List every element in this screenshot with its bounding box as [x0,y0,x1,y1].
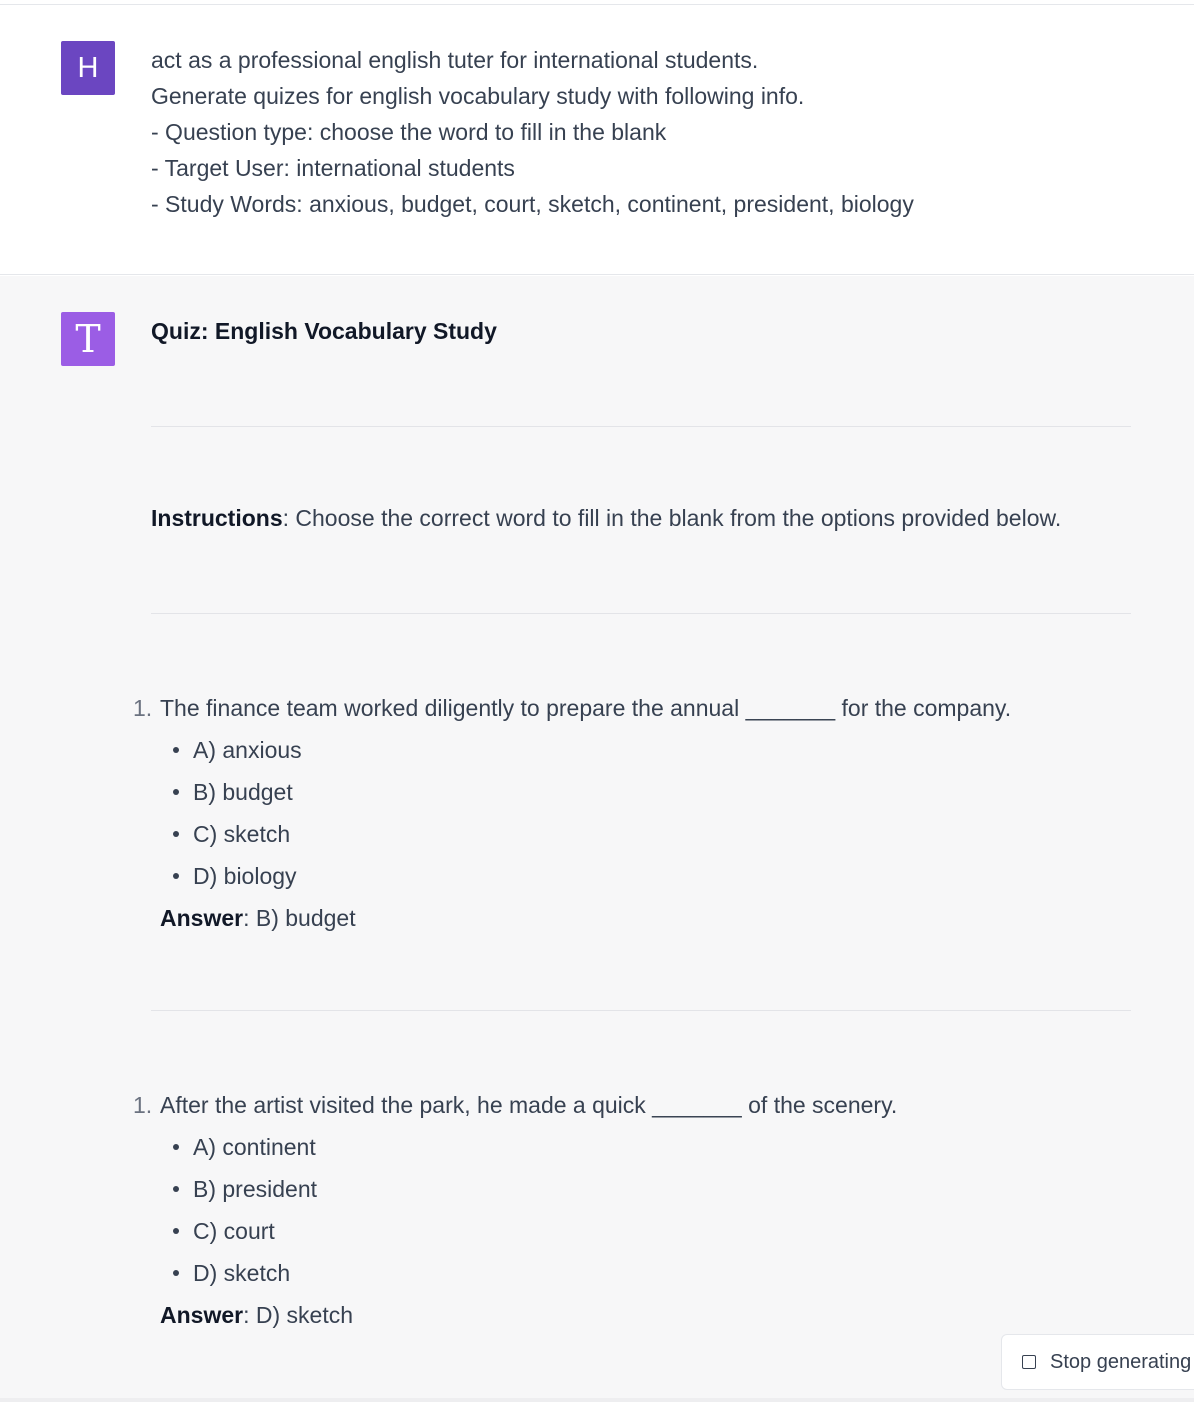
bullet-icon [173,1228,179,1234]
option-text: C) sketch [193,821,291,847]
user-message-text [151,42,914,222]
option-item [133,1210,353,1252]
answer-label: Answer [160,905,244,931]
question-text: The finance team worked diligently to prepare the annual _______ for the company. [160,695,1012,721]
bullet-icon [173,1144,179,1150]
option-text: A) continent [193,1134,316,1160]
instructions-text: : Choose the correct word to fill in the blank from the options provided below. [282,505,1062,531]
option-item [133,771,356,813]
question-number: 1. [133,1092,153,1118]
question-line [133,1084,898,1126]
option-text: B) budget [193,779,293,805]
option-text: D) sketch [193,1260,291,1286]
option-text: B) president [193,1176,318,1202]
option-item [133,813,356,855]
instructions [151,505,1061,532]
bullet-icon [173,789,179,795]
option-item [133,855,356,897]
bullet-icon [173,1186,179,1192]
option-text: D) biology [193,863,297,889]
question-line [133,687,1012,729]
bullet-icon [173,831,179,837]
question-2 [133,1084,898,1336]
assistant-message [0,276,1194,1402]
stop-generating-button[interactable] [1001,1334,1194,1390]
user-message-line: - Target User: international students [151,155,515,181]
option-item [133,729,356,771]
answer-label: Answer [160,1302,244,1328]
option-item [133,1168,353,1210]
answer-text: : D) sketch [243,1302,354,1328]
answer-text: : B) budget [243,905,356,931]
user-avatar: H [61,41,115,95]
question-text: After the artist visited the park, he made a quick _______ of the scenery. [160,1092,898,1118]
question-number: 1. [133,695,153,721]
divider [151,426,1131,427]
user-message [0,5,1194,275]
answer [133,1294,353,1336]
divider [151,1010,1131,1011]
stop-square-icon [1022,1355,1036,1369]
assistant-avatar: T [61,312,115,366]
option-text: C) court [193,1218,275,1244]
user-message-line: - Study Words: anxious, budget, court, sketch, continent, president, biology [151,191,914,217]
user-message-line: Generate quizes for english vocabulary study with following info. [151,83,805,109]
stop-generating-label: Stop generating [1050,1350,1192,1373]
user-message-line: - Question type: choose the word to fill in the blank [151,119,667,145]
divider [151,613,1131,614]
answer [133,897,356,939]
option-item [133,1252,353,1294]
bullet-icon [173,1270,179,1276]
bullet-icon [173,747,179,753]
option-item [133,1126,353,1168]
bottom-divider [0,1398,1194,1402]
bullet-icon [173,873,179,879]
user-message-line: act as a professional english tuter for international students. [151,47,759,73]
instructions-label: Instructions [151,505,283,531]
question-1 [133,687,1012,939]
quiz-title: Quiz: English Vocabulary Study [151,318,497,344]
option-text: A) anxious [193,737,302,763]
